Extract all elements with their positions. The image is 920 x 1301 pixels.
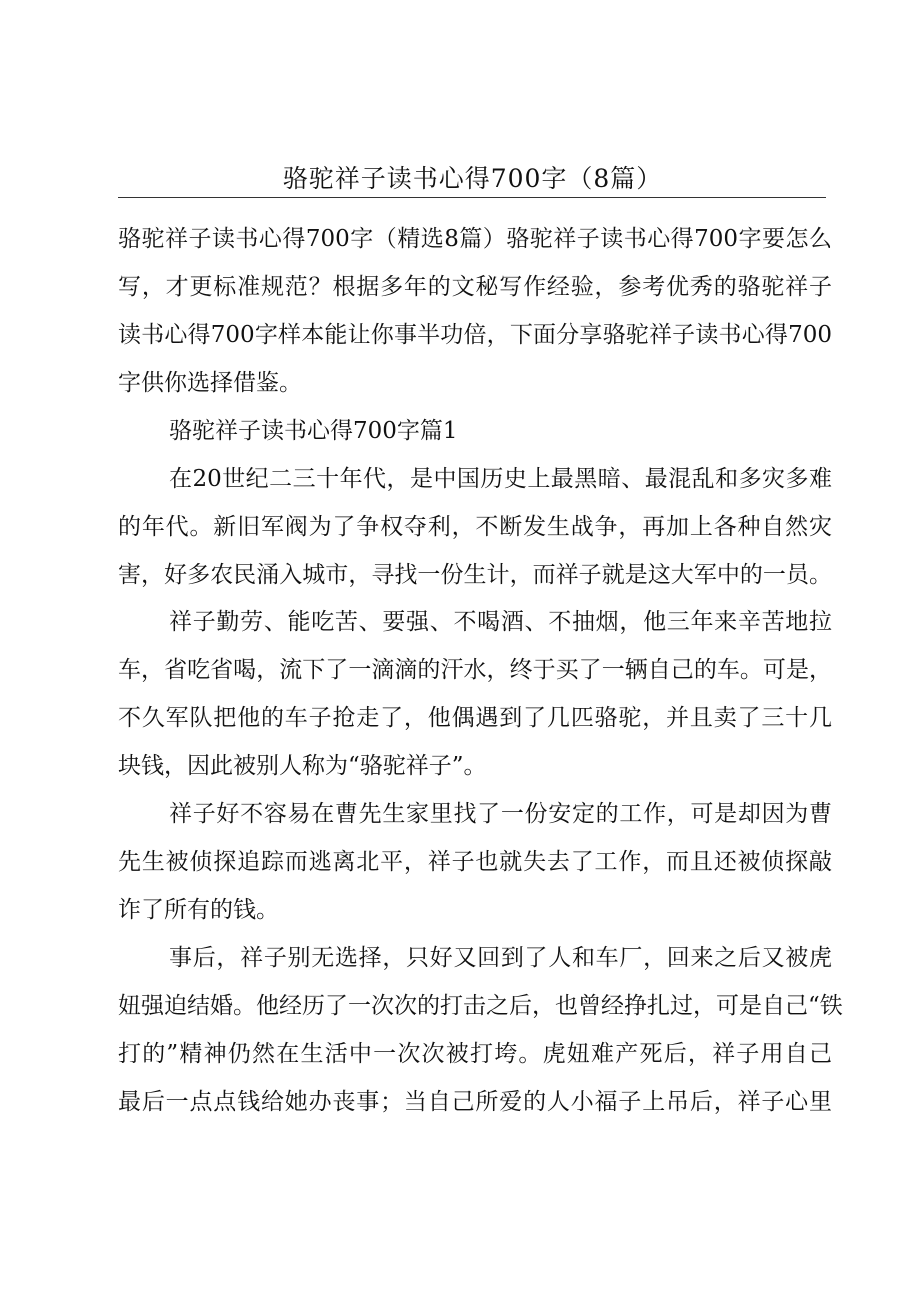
title-underline bbox=[118, 197, 826, 198]
paragraph-2-line-3: 不久军队把他的车子抢走了，他偶遇到了几匹骆驼，并且卖了三十几 bbox=[118, 705, 832, 731]
paragraph-3-line-2: 先生被侦探追踪而逃离北平，祥子也就失去了工作，而且还被侦探敲 bbox=[118, 849, 832, 875]
paragraph-3-line-3: 诈了所有的钱。 bbox=[118, 897, 279, 923]
paragraph-3-line-1: 祥子好不容易在曹先生家里找了一份安定的工作，可是却因为曹 bbox=[169, 801, 832, 827]
paragraph-2-line-2: 车，省吃省喝，流下了一滴滴的汗水，终于买了一辆自己的车。可是， bbox=[118, 657, 832, 683]
document-title: 骆驼祥子读书心得700字（8篇） bbox=[282, 164, 663, 193]
paragraph-1-line-1: 在20世纪二三十年代，是中国历史上最黑暗、最混乱和多灾多难 bbox=[169, 466, 832, 492]
paragraph-intro-line-4: 字供你选择借鉴。 bbox=[118, 370, 302, 396]
paragraph-4-line-4: 最后一点点钱给她办丧事；当自己所爱的人小福子上吊后，祥子心里 bbox=[118, 1089, 832, 1115]
section-heading: 骆驼祥子读书心得700字篇1 bbox=[169, 418, 458, 444]
paragraph-intro-line-3: 读书心得700字样本能让你事半功倍，下面分享骆驼祥子读书心得700 bbox=[118, 322, 832, 348]
paragraph-1-line-3: 害，好多农民涌入城市，寻找一份生计，而祥子就是这大军中的一员。 bbox=[118, 562, 832, 588]
paragraph-4-line-3: 打的”精神仍然在生活中一次次被打垮。虎妞难产死后，祥子用自己 bbox=[118, 1041, 832, 1067]
paragraph-2-line-4: 块钱，因此被别人称为“骆驼祥子”。 bbox=[118, 753, 487, 779]
paragraph-intro-line-1: 骆驼祥子读书心得700字（精选8篇）骆驼祥子读书心得700字要怎么 bbox=[118, 226, 832, 252]
paragraph-2-line-1: 祥子勤劳、能吃苦、要强、不喝酒、不抽烟，他三年来辛苦地拉 bbox=[169, 609, 832, 635]
paragraph-1-line-2: 的年代。新旧军阀为了争权夺利，不断发生战争，再加上各种自然灾 bbox=[118, 514, 832, 540]
paragraph-4-line-2: 妞强迫结婚。他经历了一次次的打击之后，也曾经挣扎过，可是自己“铁 bbox=[118, 993, 843, 1019]
paragraph-intro-line-2: 写，才更标准规范？根据多年的文秘写作经验，参考优秀的骆驼祥子 bbox=[118, 274, 832, 300]
paragraph-4-line-1: 事后，祥子别无选择，只好又回到了人和车厂，回来之后又被虎 bbox=[169, 945, 832, 971]
